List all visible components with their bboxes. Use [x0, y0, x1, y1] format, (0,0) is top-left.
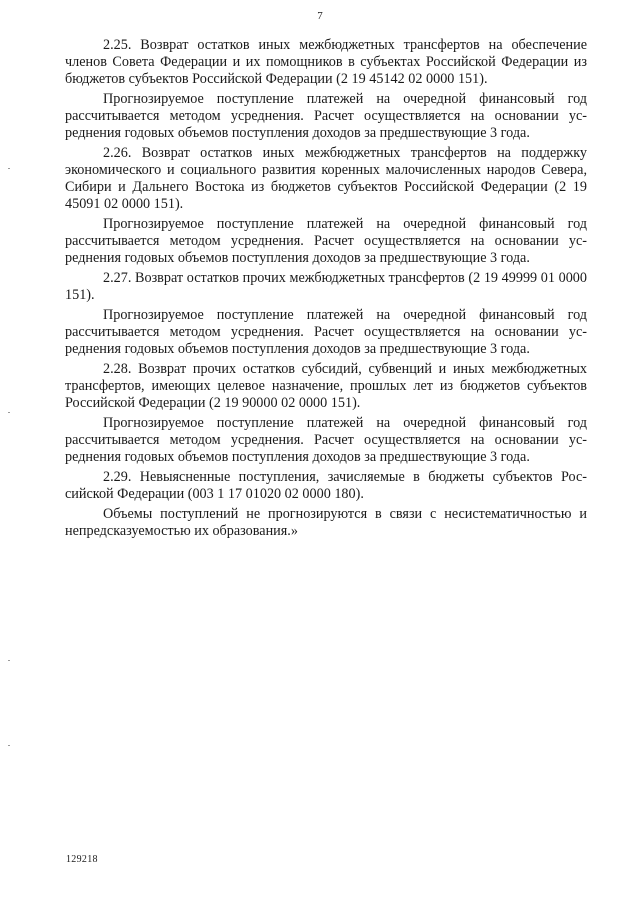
scan-margin-mark	[8, 168, 10, 169]
document-id: 129218	[66, 854, 98, 865]
paragraph-forecast-2-28: Прогнозируемое поступление платежей на очередной финансовый год рассчитывается методом усреднения. Расчет осуществляется на основании усреднения годовых объемов поступления доходов за предшествующие 3 года.	[65, 415, 587, 465]
document-body	[65, 37, 587, 540]
paragraph-2-28: 2.28. Возврат прочих остатков субсидий, субвенций и иных межбюджетных трансфертов, имеющих целевое назначение, прошлых лет из бюджетов субъектов Российской Федерации (2 19 90000 02 0000 151).	[65, 361, 587, 411]
scan-margin-mark	[8, 412, 10, 413]
paragraph-2-29: 2.29. Невыясненные поступления, зачисляемые в бюджеты субъектов Российской Федерации (003 1 17 01020 02 0000 180).	[65, 469, 587, 502]
paragraph-closing: Объемы поступлений не прогнозируются в связи с несистематичностью и непредсказуемостью их образования.»	[65, 506, 587, 539]
page-number: 7	[317, 10, 323, 22]
paragraph-2-27: 2.27. Возврат остатков прочих межбюджетных трансфертов (2 19 49999 01 0000 151).	[65, 270, 587, 303]
scan-margin-mark	[8, 660, 10, 661]
paragraph-forecast-2-26: Прогнозируемое поступление платежей на очередной финансовый год рассчитывается методом усреднения. Расчет осуществляется на основании усреднения годовых объемов поступления доходов за предшествующие 3 года.	[65, 216, 587, 266]
paragraph-forecast-2-27: Прогнозируемое поступление платежей на очередной финансовый год рассчитывается методом усреднения. Расчет осуществляется на основании усреднения годовых объемов поступления доходов за предшествующие 3 года.	[65, 307, 587, 357]
paragraph-forecast-2-25: Прогнозируемое поступление платежей на очередной финансовый год рассчитывается методом усреднения. Расчет осуществляется на основании усреднения годовых объемов поступления доходов за предшествующие 3 года.	[65, 91, 587, 141]
paragraph-2-26: 2.26. Возврат остатков иных межбюджетных трансфертов на поддержку экономического и социального развития коренных малочисленных народов Севера, Сибири и Дальнего Востока из бюджетов субъектов Российской Федерации (2 19 45091 02 0000 151).	[65, 145, 587, 212]
scan-margin-mark	[8, 745, 10, 746]
paragraph-2-25: 2.25. Возврат остатков иных межбюджетных трансфертов на обеспечение членов Совета Федерации и их помощников в субъектах Российской Федерации из бюджетов субъектов Российской Федерации (2 19 45142 02 0000 151).	[65, 37, 587, 87]
